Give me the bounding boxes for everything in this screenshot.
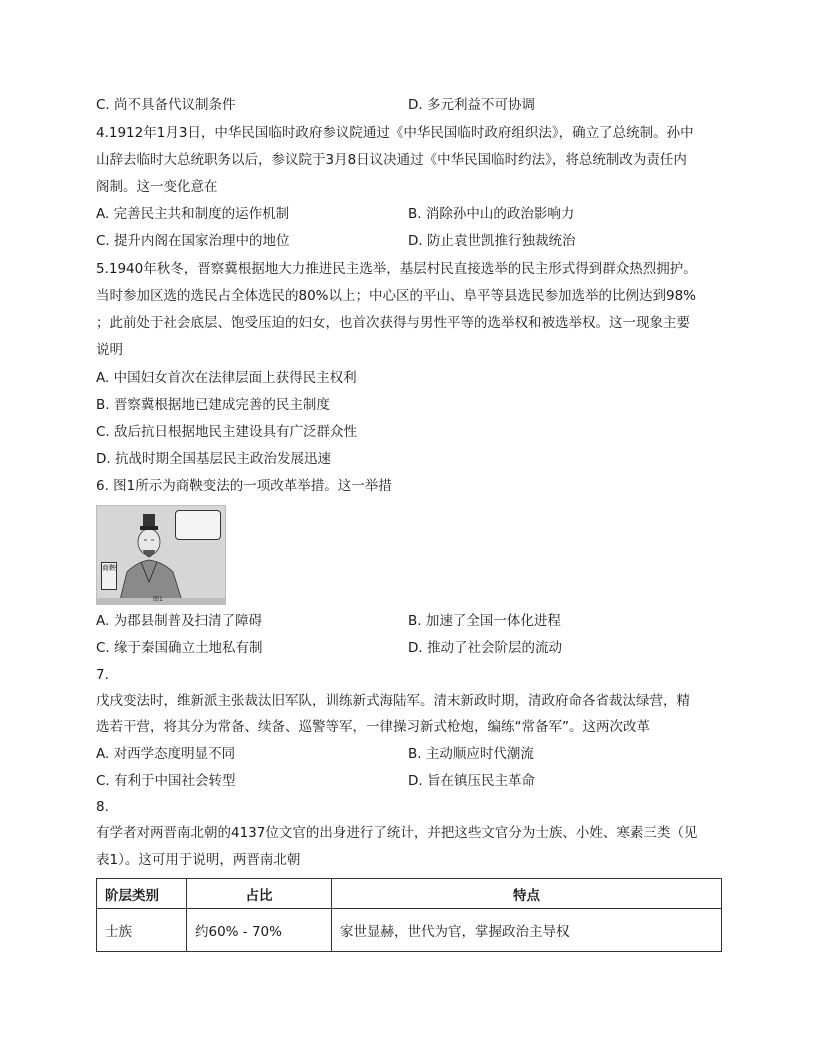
q7-option-b: B. 主动顺应时代潮流: [408, 746, 534, 762]
q6-option-c: C. 缘于秦国确立土地私有制: [96, 640, 263, 656]
table-cell: 家世显赫，世代为官，掌握政治主导权: [332, 909, 722, 952]
q6-stem: 6. 图1所示为商鞅变法的一项改革举措。这一举措: [96, 478, 392, 494]
table-row: [97, 909, 722, 952]
q7-option-d: D. 旨在镇压民主革命: [408, 773, 535, 789]
table-cell: 约60% - 70%: [187, 909, 332, 952]
q6-option-b: B. 加速了全国一体化进程: [408, 613, 561, 629]
q5-option-a: A. 中国妇女首次在法律层面上获得民主权利: [96, 370, 357, 386]
q6-figure-shang-yang: [96, 505, 226, 605]
figure-name-tag: 商鞅: [101, 562, 117, 590]
table-header-cell: 特点: [332, 879, 722, 909]
q5-option-b: B. 晋察冀根据地已建成完善的民主制度: [96, 397, 330, 413]
speech-bubble: [175, 510, 221, 540]
q4-option-a: A. 完善民主共和制度的运作机制: [96, 206, 290, 222]
q4-option-c: C. 提升内阁在国家治理中的地位: [96, 233, 290, 249]
q8-stem-line-2: 表1）。这可用于说明，两晋南北朝: [96, 852, 301, 868]
q3-option-d: D. 多元利益不可协调: [408, 97, 535, 113]
q7-option-a: A. 对西学态度明显不同: [96, 746, 236, 762]
table-header-cell: 占比: [187, 879, 332, 909]
q4-stem-line-2: 山辞去临时大总统职务以后，参议院于3月8日议决通过《中华民国临时约法》，将总统制改为责任内: [96, 152, 687, 168]
q6-option-d: D. 推动了社会阶层的流动: [408, 640, 562, 656]
q5-stem-line-3: ；此前处于社会底层、饱受压迫的妇女，也首次获得与男性平等的选举权和被选举权。这一现象主要: [96, 315, 690, 331]
q7-number: 7.: [96, 667, 109, 683]
q5-stem-line-2: 当时参加区选的选民占全体选民的80%以上；中心区的平山、阜平等县选民参加选举的比例达到98%: [96, 288, 697, 304]
q4-option-d: D. 防止袁世凯推行独裁统治: [408, 233, 576, 249]
q7-stem-line-2: 选若干营，将其分为常备、续备、巡警等军，一律操习新式枪炮，编练“常备军”。这两次改革: [96, 719, 650, 735]
table-cell: 士族: [97, 909, 187, 952]
q8-table: [96, 878, 722, 952]
q5-option-d: D. 抗战时期全国基层民主政治发展迅速: [96, 451, 331, 467]
figure-caption: 图1: [153, 596, 163, 603]
q4-option-b: B. 消除孙中山的政治影响力: [408, 206, 575, 222]
q5-stem-line-4: 说明: [96, 342, 123, 358]
q5-option-c: C. 敌后抗日根据地民主建设具有广泛群众性: [96, 424, 358, 440]
q4-stem-line-3: 阁制。这一变化意在: [96, 179, 218, 195]
q7-option-c: C. 有利于中国社会转型: [96, 773, 236, 789]
q6-option-a: A. 为郡县制普及扫清了障碍: [96, 613, 263, 629]
q5-stem-line-1: 5.1940年秋冬，晋察冀根据地大力推进民主选举，基层村民直接选举的民主形式得到群众热烈拥护。: [96, 261, 697, 277]
q8-stem-line-1: 有学者对两晋南北朝的4137位文官的出身进行了统计，并把这些文官分为士族、小姓、寒素三类（见: [96, 825, 698, 841]
q7-stem-line-1: 戊戌变法时，维新派主张裁汰旧军队，训练新式海陆军。清末新政时期，清政府命各省裁汰绿营，精: [96, 693, 690, 709]
table-header-cell: 阶层类别: [97, 879, 187, 909]
table-header-row: [97, 879, 722, 909]
q4-stem-line-1: 4.1912年1月3日，中华民国临时政府参议院通过《中华民国临时政府组织法》，确立了总统制。孙中: [96, 125, 694, 141]
q8-number: 8.: [96, 799, 109, 815]
q3-option-c: C. 尚不具备代议制条件: [96, 97, 236, 113]
